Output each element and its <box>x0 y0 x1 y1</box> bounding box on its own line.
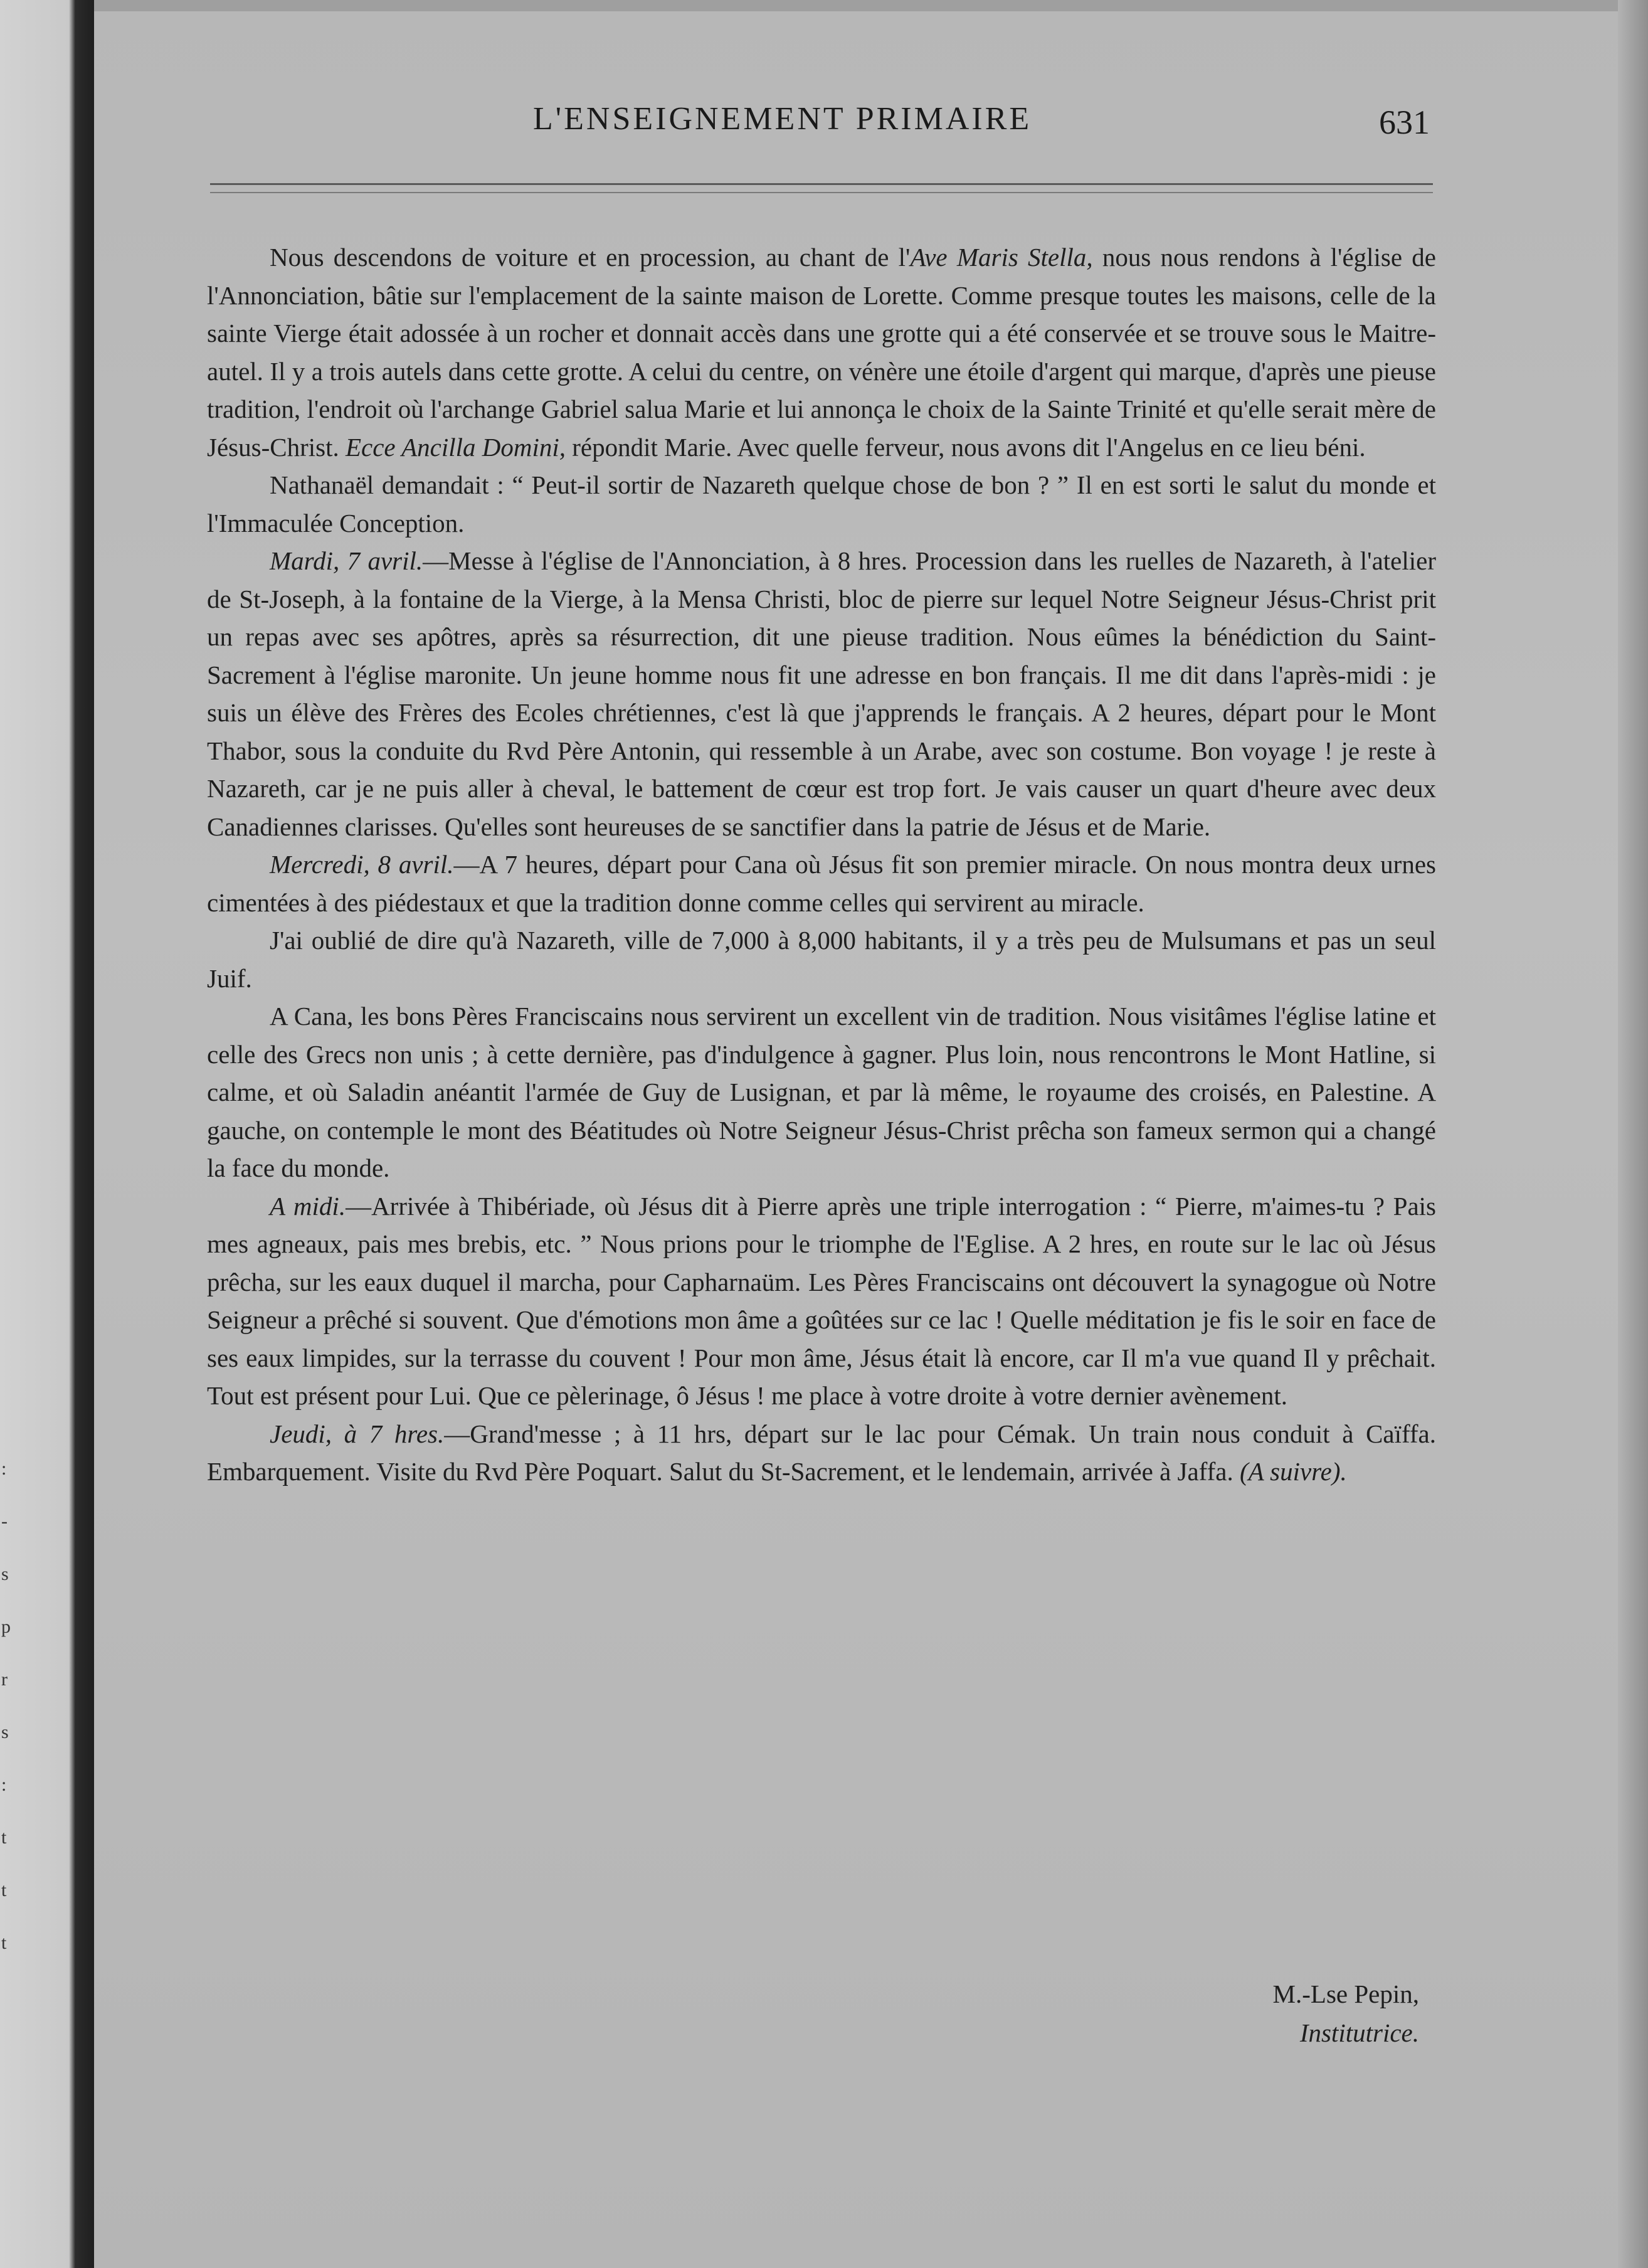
paragraph <box>207 542 1436 845</box>
text-run: nous nous rendons à l'église de l'Annonciation, bâtie sur l'emplacement de la sainte maison de Lorette. Comme presque toutes les maisons, celle de la sainte Vierge était adossée à un rocher et donnait accès dans une grotte qui a été conservée et se trouve sous le Maitre-autel. Il y a trois autels dans cette grotte. A celui du centre, on vénère une étoile d'argent qui marque, d'après une pieuse tradition, l'endroit où l'archange Gabriel salua Marie et lui annonça le choix de la Sainte Trinité et qu'elle serait mère de Jésus-Christ. <box>207 243 1436 462</box>
italic-text-run: A midi. <box>270 1191 346 1221</box>
page-number: 631 <box>1379 103 1430 141</box>
author-role: Institutrice. <box>1299 2018 1419 2047</box>
text-run: Nous descendons de voiture et en procession, au chant de l' <box>270 243 911 272</box>
text-run: J'ai oublié de dire qu'à Nazareth, ville de 7,000 à 8,000 habitants, il y a très peu de Mulsumans et pas un seul Juif. <box>207 926 1436 993</box>
text-run: —Messe à l'église de l'Annonciation, à 8 hres. Procession dans les ruelles de Nazareth, à l'atelier de St-Joseph, à la fontaine de la Vierge, à la Mensa Christi, bloc de pierre sur lequel Notre Seigneur Jésus-Christ prit un repas avec ses apôtres, après sa résurrection, dit une pieuse tradition. Nous eûmes la bénédiction du Saint-Sacrement à l'église maronite. Un jeune homme nous fit une adresse en bon français. Il me dit dans l'après-midi : je suis un élève des Frères des Ecoles chrétiennes, c'est là que j'apprends le français. A 2 heures, départ pour le Mont Thabor, sous la conduite du Rvd Père Antonin, qui ressemble à un Arabe, avec son costume. Bon voyage ! je reste à Nazareth, car je ne puis aller à cheval, le battement de cœur est trop fort. Je vais causer un quart d'heure avec deux Canadiennes clarisses. Qu'elles sont heureuses de se sanctifier dans la patrie de Jésus et de Marie. <box>207 546 1436 841</box>
margin-bleed-marks: : - s p r s : t t t <box>1 1458 11 1953</box>
paragraph <box>207 1415 1436 1491</box>
running-title: L'ENSEIGNEMENT PRIMAIRE <box>533 101 1032 137</box>
text-run: —Grand'messe ; à 11 hrs, départ sur le lac pour Cémak. Un train nous conduit à Caïffa. Embarquement. Visite du Rvd Père Poquart. Salut du St-Sacrement, et le lendemain, arrivée à Jaffa. <box>207 1419 1436 1486</box>
italic-text-run: Jeudi, à 7 hres. <box>270 1419 445 1448</box>
italic-text-run: Ecce Ancilla Domini, <box>345 432 566 462</box>
paragraph <box>207 921 1436 997</box>
text-run: —Arrivée à Thibériade, où Jésus dit à Pierre après une triple interrogation : “ Pierre, m'aimes-tu ? Pais mes agneaux, pais mes brebis, etc. ” Nous prions pour le triomphe de l'Eglise. A 2 hres, en route sur le lac où Jésus prêcha, sur les eaux duquel il marcha, pour Capharnaüm. Les Pères Franciscains ont découvert la synagogue où Notre Seigneur a prêché si souvent. Que d'émotions mon âme a goûtées sur ce lac ! Quelle méditation je fis le soir en face de ses eaux limpides, sur la terrasse du couvent ! Pour mon âme, Jésus était là encore, car Il m'a vue quand Il y prêchait. Tout est présent pour Lui. Que ce pèlerinage, ô Jésus ! me place à votre droite à votre dernier avènement. <box>207 1191 1436 1410</box>
paragraph <box>207 466 1436 542</box>
paragraph <box>207 238 1436 466</box>
author-name: M.-Lse Pepin, <box>1272 1979 1419 2008</box>
article-body <box>207 238 1436 1491</box>
page-header <box>207 94 1436 151</box>
text-run: A Cana, les bons Pères Franciscains nous servirent un excellent vin de tradition. Nous visitâmes l'église latine et celle des Grecs non unis ; à cette dernière, pas d'indulgence à gagner. Plus loin, nous rencontrons le Mont Hatline, si calme, et où Saladin anéantit l'armée de Guy de Lusignan, et par là même, le royaume des croisés, en Palestine. A gauche, on contemple le mont des Béatitudes où Notre Seigneur Jésus-Christ prêcha son fameux sermon qui a changé la face du monde. <box>207 1002 1436 1182</box>
text-run: —A 7 heures, départ pour Cana où Jésus fit son premier miracle. On nous montra deux urnes cimentées à des piédestaux et que la tradition donne comme celles qui servirent au miracle. <box>207 850 1436 917</box>
text-run: Nathanaël demandait : “ Peut-il sortir de Nazareth quelque chose de bon ? ” Il en est sorti le salut du monde et l'Immaculée Conception. <box>207 470 1436 538</box>
header-rule-thin <box>210 192 1433 193</box>
page-right-edge <box>1618 0 1648 2268</box>
signature-block <box>1273 1974 1419 2052</box>
paragraph <box>207 1187 1436 1415</box>
italic-text-run: Ave Maris Stella, <box>910 243 1093 272</box>
page-top-edge <box>94 0 1648 11</box>
paragraph <box>207 997 1436 1187</box>
text-run: répondit Marie. Avec quelle ferveur, nous avons dit l'Angelus en ce lieu béni. <box>566 432 1366 462</box>
italic-text-run: (A suivre). <box>1239 1457 1347 1486</box>
paragraph <box>207 845 1436 921</box>
italic-text-run: Mardi, 7 avril. <box>270 546 423 575</box>
header-rule <box>210 183 1433 185</box>
italic-text-run: Mercredi, 8 avril. <box>270 850 454 879</box>
